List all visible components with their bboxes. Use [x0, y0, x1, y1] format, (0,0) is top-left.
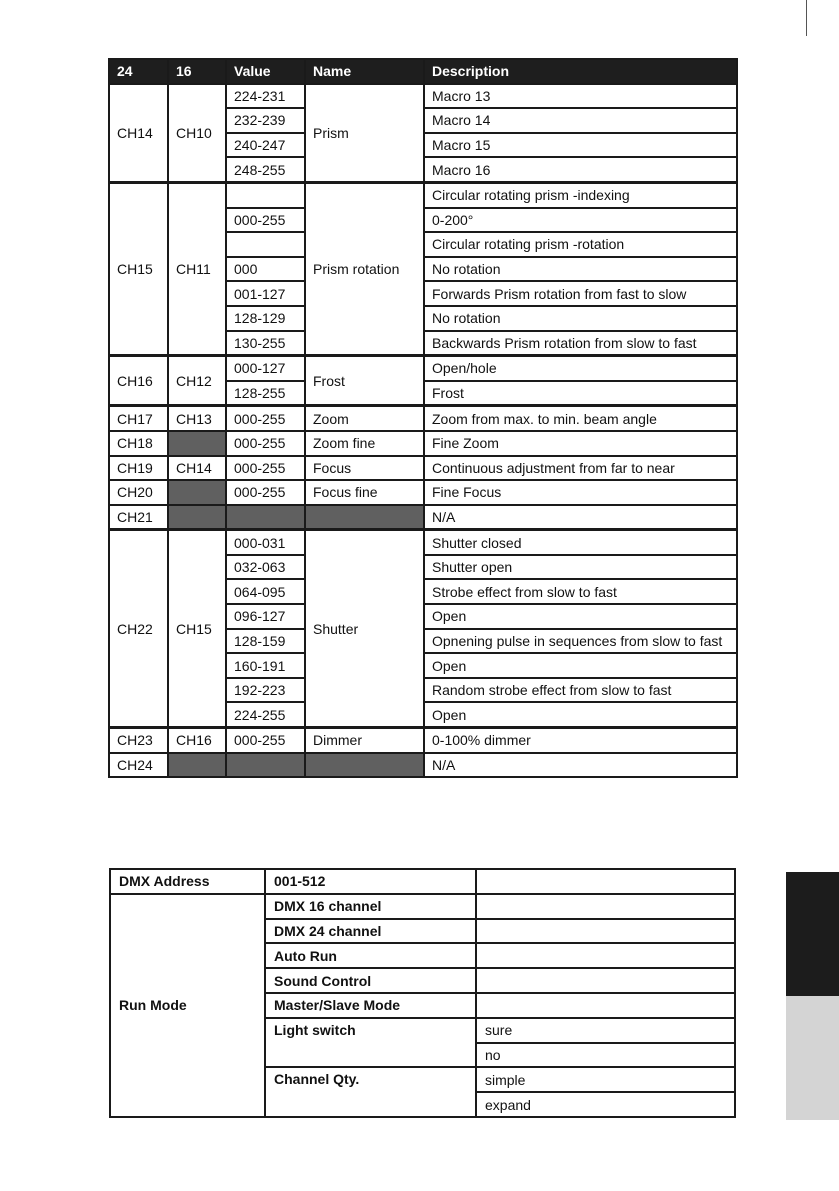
desc-cell: Open	[424, 653, 737, 678]
desc-cell: Shutter open	[424, 555, 737, 580]
value-cell: 248-255	[226, 157, 305, 182]
mode-item: DMX 24 channel	[265, 919, 476, 944]
desc-cell: Zoom from max. to min. beam angle	[424, 406, 737, 431]
value-cell: 000-255	[226, 208, 305, 233]
ch16-cell: CH12	[168, 356, 226, 406]
ch24-cell: CH24	[109, 753, 168, 778]
ch16-cell: CH14	[168, 456, 226, 481]
name-cell: Prism	[305, 84, 424, 183]
value-cell	[226, 232, 305, 257]
value-cell: 001-127	[226, 281, 305, 306]
ch16-cell: CH15	[168, 530, 226, 728]
value-cell: 000-127	[226, 356, 305, 381]
desc-cell: Circular rotating prism -indexing	[424, 182, 737, 207]
table-row	[110, 894, 735, 919]
name-cell: Frost	[305, 356, 424, 406]
option-cell: simple	[476, 1067, 735, 1092]
desc-cell: Open	[424, 702, 737, 727]
ch24-cell: CH16	[109, 356, 168, 406]
value-cell: 130-255	[226, 331, 305, 356]
mode-item: DMX 16 channel	[265, 894, 476, 919]
empty-cell	[476, 968, 735, 993]
value-cell: 032-063	[226, 555, 305, 580]
option-cell: sure	[476, 1018, 735, 1043]
table-row	[109, 728, 737, 753]
value-cell: 064-095	[226, 579, 305, 604]
channel-qty-label: Channel Qty.	[265, 1067, 476, 1117]
value-cell: 232-239	[226, 108, 305, 133]
desc-cell: No rotation	[424, 257, 737, 282]
name-cell: Zoom	[305, 406, 424, 431]
mode-item: Sound Control	[265, 968, 476, 993]
dmx-address-value: 001-512	[265, 869, 476, 894]
run-mode-table	[109, 868, 736, 1118]
header-row	[109, 59, 737, 84]
table-row	[109, 530, 737, 555]
desc-cell: Macro 14	[424, 108, 737, 133]
desc-cell: Macro 16	[424, 157, 737, 182]
value-cell: 128-159	[226, 629, 305, 654]
table-row	[109, 431, 737, 456]
desc-cell: Macro 15	[424, 133, 737, 158]
value-cell: 224-255	[226, 702, 305, 727]
value-cell: 240-247	[226, 133, 305, 158]
value-cell: 000-255	[226, 480, 305, 505]
ch24-cell: CH18	[109, 431, 168, 456]
mode-item: Auto Run	[265, 943, 476, 968]
crop-mark	[806, 0, 807, 36]
ch16-cell-empty	[168, 753, 226, 778]
desc-cell: Random strobe effect from slow to fast	[424, 678, 737, 703]
ch16-cell: CH11	[168, 182, 226, 355]
desc-cell: 0-100% dimmer	[424, 728, 737, 753]
value-cell: 224-231	[226, 84, 305, 109]
header-name: Name	[305, 59, 424, 84]
name-cell: Shutter	[305, 530, 424, 728]
name-cell: Prism rotation	[305, 182, 424, 355]
name-cell: Zoom fine	[305, 431, 424, 456]
desc-cell: Strobe effect from slow to fast	[424, 579, 737, 604]
table-row	[109, 356, 737, 381]
name-cell-empty	[305, 505, 424, 530]
value-cell: 128-255	[226, 381, 305, 406]
ch16-cell-empty	[168, 431, 226, 456]
desc-cell: No rotation	[424, 306, 737, 331]
value-cell: 096-127	[226, 604, 305, 629]
ch24-cell: CH17	[109, 406, 168, 431]
ch24-cell: CH15	[109, 182, 168, 355]
name-cell-empty	[305, 753, 424, 778]
desc-cell: Frost	[424, 381, 737, 406]
desc-cell: Fine Zoom	[424, 431, 737, 456]
dmx-channel-table	[108, 58, 738, 778]
dmx-address-label: DMX Address	[110, 869, 265, 894]
value-cell: 192-223	[226, 678, 305, 703]
name-cell: Focus fine	[305, 480, 424, 505]
table-row	[109, 505, 737, 530]
table-row	[109, 182, 737, 207]
name-cell: Dimmer	[305, 728, 424, 753]
option-cell: expand	[476, 1092, 735, 1117]
run-mode-label: Run Mode	[110, 894, 265, 1117]
desc-cell: Shutter closed	[424, 530, 737, 555]
ch24-cell: CH20	[109, 480, 168, 505]
table-row	[109, 753, 737, 778]
value-cell: 000	[226, 257, 305, 282]
desc-cell: Macro 13	[424, 84, 737, 109]
value-cell: 000-255	[226, 456, 305, 481]
desc-cell: N/A	[424, 753, 737, 778]
header-16: 16	[168, 59, 226, 84]
desc-cell: Fine Focus	[424, 480, 737, 505]
value-cell: 160-191	[226, 653, 305, 678]
desc-cell: Opnening pulse in sequences from slow to fast	[424, 629, 737, 654]
desc-cell: Open/hole	[424, 356, 737, 381]
ch24-cell: CH22	[109, 530, 168, 728]
ch24-cell: CH19	[109, 456, 168, 481]
value-cell	[226, 182, 305, 207]
desc-cell: N/A	[424, 505, 737, 530]
header-description: Description	[424, 59, 737, 84]
empty-cell	[476, 943, 735, 968]
value-cell: 000-255	[226, 728, 305, 753]
light-switch-label: Light switch	[265, 1018, 476, 1068]
desc-cell: Circular rotating prism -rotation	[424, 232, 737, 257]
table-row	[109, 456, 737, 481]
value-cell: 128-129	[226, 306, 305, 331]
desc-cell: Backwards Prism rotation from slow to fast	[424, 331, 737, 356]
empty-cell	[476, 869, 735, 894]
desc-cell: Continuous adjustment from far to near	[424, 456, 737, 481]
ch16-cell: CH10	[168, 84, 226, 183]
ch16-cell: CH13	[168, 406, 226, 431]
section-tab-light	[786, 996, 839, 1120]
value-cell: 000-255	[226, 406, 305, 431]
ch24-cell: CH14	[109, 84, 168, 183]
name-cell: Focus	[305, 456, 424, 481]
header-24: 24	[109, 59, 168, 84]
value-cell: 000-255	[226, 431, 305, 456]
desc-cell: Open	[424, 604, 737, 629]
header-value: Value	[226, 59, 305, 84]
ch16-cell-empty	[168, 505, 226, 530]
table-row	[109, 84, 737, 109]
desc-cell: 0-200°	[424, 208, 737, 233]
value-cell-empty	[226, 505, 305, 530]
ch24-cell: CH23	[109, 728, 168, 753]
desc-cell: Forwards Prism rotation from fast to slow	[424, 281, 737, 306]
value-cell-empty	[226, 753, 305, 778]
empty-cell	[476, 894, 735, 919]
value-cell: 000-031	[226, 530, 305, 555]
section-tab-dark	[786, 872, 839, 996]
empty-cell	[476, 993, 735, 1018]
empty-cell	[476, 919, 735, 944]
mode-item: Master/Slave Mode	[265, 993, 476, 1018]
table-row	[109, 480, 737, 505]
ch16-cell-empty	[168, 480, 226, 505]
ch16-cell: CH16	[168, 728, 226, 753]
table-row	[110, 869, 735, 894]
option-cell: no	[476, 1043, 735, 1068]
ch24-cell: CH21	[109, 505, 168, 530]
table-row	[109, 406, 737, 431]
